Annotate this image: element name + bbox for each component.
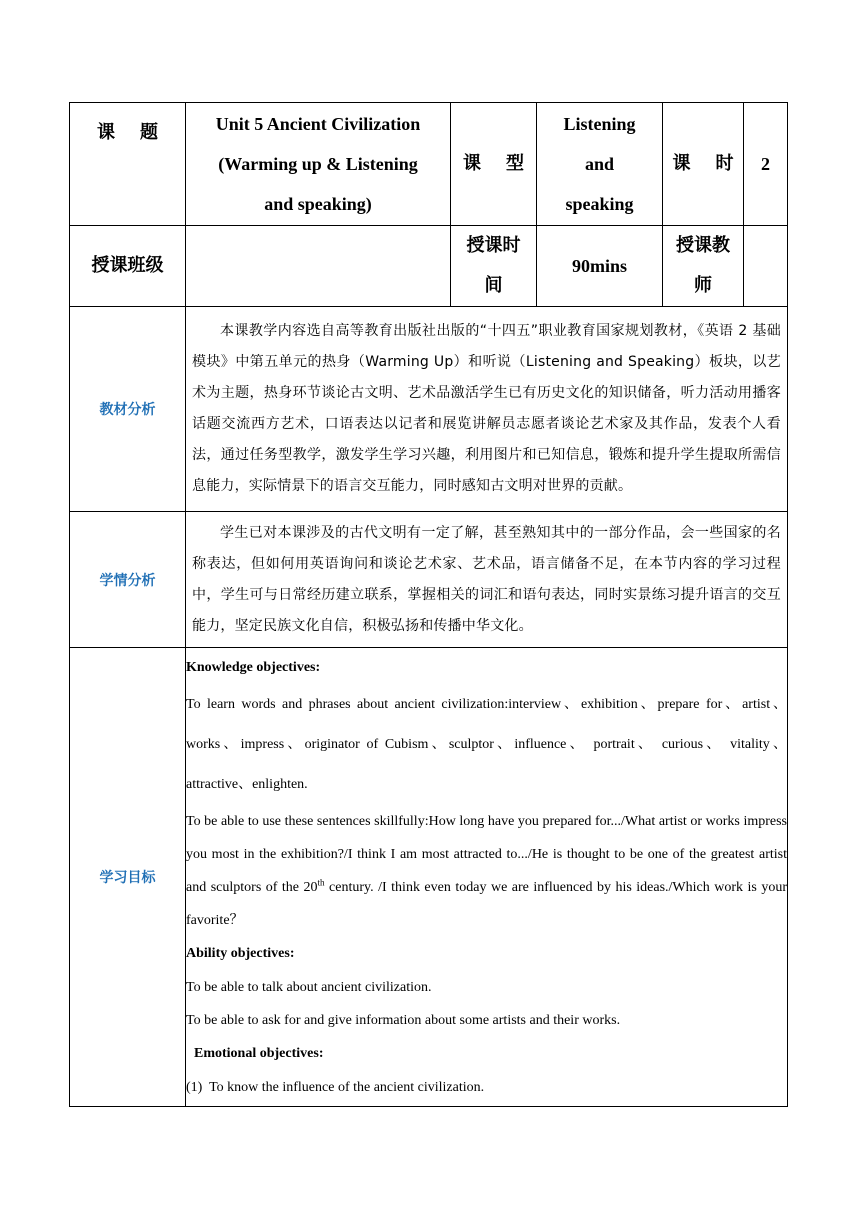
objectives-content: [186, 648, 788, 1107]
knowledge-sentences-a: To be able to use these sentences skillfully:How long have you prepared for.../What artist or works impress you most in the exhibition?/I think I am most attracted to.../He is thought to be one of the greatest artist and sculptors of the 20: [186, 813, 787, 895]
learners-text: 学生已对本课涉及的古代文明有一定了解，甚至熟知其中的一部分作品，会一些国家的名称表达，但如何用英语询问和谈论艺术家、艺术品，语言储备不足，在本节内容的学习过程中，学生可与日常经历建立联系，掌握相关的词汇和语句表达，同时实景练习提升语言的交互能力，坚定民族文化自信，积极弘扬和传播中华文化。: [192, 524, 781, 634]
ability-item-1: To be able to talk about ancient civilization.: [186, 979, 432, 995]
objectives-row: [70, 648, 788, 1107]
time-label: [451, 226, 537, 307]
learners-content: [186, 512, 788, 648]
material-text: 本课教学内容选自高等教育出版社出版的“十四五”职业教育国家规划教材，《英语 2 基础模块》中第五单元的热身（Warming Up）和听说（Listening and Speaking）板块，以艺术为主题，热身环节谈论古文明、艺术品激活学生已有历史文化的知识储备，听力活动用播客话题交流西方艺术，口语表达以记者和展览讲解员志愿者谈论艺术家及其作品，发表个人看法，通过任务型教学，激发学生学习兴趣，利用图片和已知信息，锻炼和提升学生提取所需信息能力，实际情景下的语言交互能力，同时感知古文明对世界的贡献。: [192, 323, 781, 494]
type-value: [537, 103, 663, 226]
header-row-topic: [70, 103, 788, 226]
class-label: 授课班级: [70, 226, 186, 307]
topic-line-3: and speaking): [264, 194, 372, 214]
learners-row: [70, 512, 788, 648]
knowledge-sentences: [186, 805, 787, 937]
material-row: [70, 307, 788, 512]
knowledge-sentences-sup: th: [317, 876, 325, 887]
type-line-3: speaking: [565, 194, 634, 214]
ability-heading: Ability objectives:: [186, 945, 295, 961]
topic-line-1: Unit 5 Ancient Civilization: [215, 114, 421, 134]
class-value: [186, 226, 451, 307]
learners-label: 学情分析: [70, 512, 186, 648]
teacher-label-line-2: 师: [694, 275, 712, 296]
topic-label: 课 题: [70, 103, 186, 226]
emotional-heading: Emotional objectives:: [194, 1045, 324, 1061]
type-line-2: and: [584, 154, 615, 174]
hours-label: 课 时: [663, 103, 744, 226]
emotional-item-1: (1) To know the influence of the ancient civilization.: [186, 1079, 485, 1095]
type-label: 课 型: [451, 103, 537, 226]
lesson-plan-table: [69, 102, 788, 1107]
hours-value: 2: [744, 103, 788, 226]
objectives-label: 学习目标: [70, 648, 186, 1107]
time-label-line-1: 授课时: [466, 235, 521, 256]
knowledge-sentences-b: century. /I think even today we are influenced by his ideas./Which work is your favorite？: [186, 879, 788, 928]
material-label: 教材分析: [70, 307, 186, 512]
ability-item-2: To be able to ask for and give information about some artists and their works.: [186, 1012, 621, 1028]
time-label-line-2: 间: [484, 275, 503, 296]
topic-line-2: (Warming up & Listening: [218, 154, 418, 174]
knowledge-heading: Knowledge objectives:: [186, 659, 321, 675]
material-content: [186, 307, 788, 512]
topic-value: [186, 103, 451, 226]
knowledge-words: To learn words and phrases about ancient civilization:interview、exhibition、prepare for、artist、works、impress、originator of Cubism、sculptor、influence、 portrait、 curious、 vitality、attractive、enlighten.: [186, 696, 787, 792]
header-row-class: [70, 226, 788, 307]
teacher-label-line-1: 授课教: [676, 235, 730, 256]
teacher-label: [663, 226, 744, 307]
type-line-1: Listening: [563, 114, 636, 134]
time-value: 90mins: [537, 226, 663, 307]
teacher-value: [744, 226, 788, 307]
